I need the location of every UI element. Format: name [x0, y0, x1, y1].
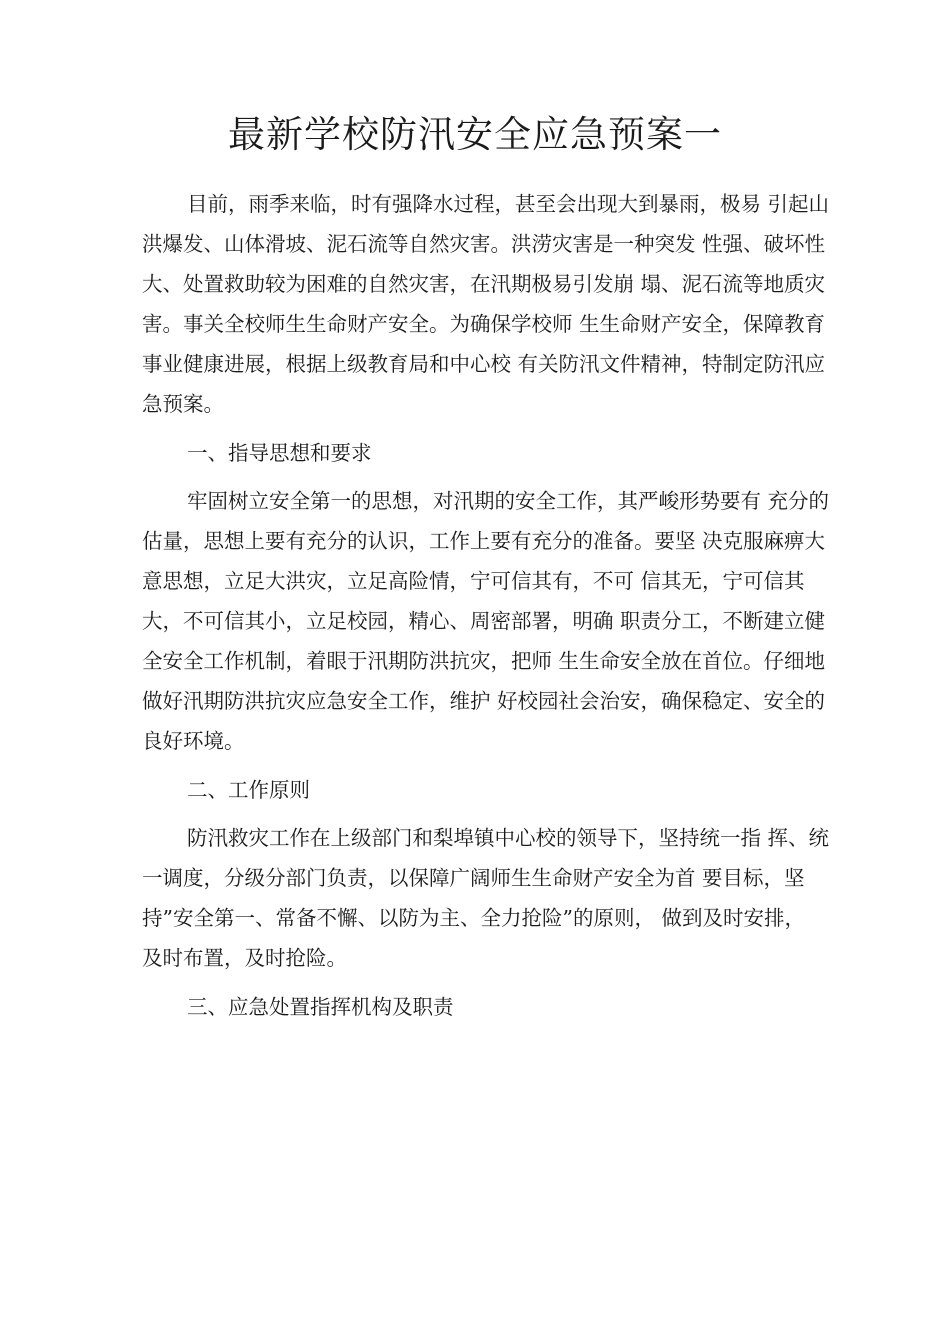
section-heading: 二、工作原则: [187, 777, 310, 802]
paragraph-guidance: [142, 481, 828, 770]
document-body: [142, 184, 828, 1035]
text-line: 全安全工作机制，着眼于汛期防洪抗灾，把师 生生命安全放在首位。仔细地: [142, 649, 826, 673]
text-line: 急预案。: [142, 392, 224, 416]
paragraph-principles: [142, 818, 828, 987]
text-line: 事业健康进展，根据上级教育局和中心校 有关防汛文件精神，特制定防汛应: [142, 352, 826, 376]
text-line: 洪爆发、山体滑坡、泥石流等自然灾害。洪涝灾害是一种突发 性强、破坏性: [142, 232, 826, 256]
text-line: 害。事关全校师生生命财产安全。为确保学校师 生生命财产安全，保障教育: [142, 312, 826, 336]
text-line: 一调度，分级分部门负责，以保障广阔师生生命财产安全为首 要目标，坚: [142, 866, 805, 890]
text-line: 持”安全第一、常备不懈、以防为主、全力抢险”的原则， 做到及时安排，: [142, 906, 805, 930]
text-line: 目前，雨季来临，时有强降水过程，甚至会出现大到暴雨，极易 引起山: [187, 192, 830, 216]
section-heading: 一、指导思想和要求: [187, 440, 372, 465]
text-line: 做好汛期防洪抗灾应急安全工作，维护 好校园社会治安，确保稳定、安全的: [142, 689, 826, 713]
document-title: 最新学校防汛安全应急预案一: [228, 113, 722, 156]
text-line: 意思想，立足大洪灾，立足高险情，宁可信其有，不可 信其无，宁可信其: [142, 569, 805, 593]
text-line: 大，不可信其小，立足校园，精心、周密部署，明确 职责分工，不断建立健: [142, 609, 826, 633]
text-line: 良好环境。: [142, 729, 245, 753]
text-line: 估量，思想上要有充分的认识，工作上要有充分的准备。要坚 决克服麻痹大: [142, 529, 826, 553]
section-heading: 三、应急处置指挥机构及职责: [187, 994, 454, 1019]
text-line: 大、处置救助较为困难的自然灾害，在汛期极易引发崩 塌、泥石流等地质灾: [142, 272, 826, 296]
text-line: 及时布置，及时抢险。: [142, 946, 347, 970]
text-line: 牢固树立安全第一的思想，对汛期的安全工作，其严峻形势要有 充分的: [187, 489, 830, 513]
text-line: 防汛救灾工作在上级部门和梨埠镇中心校的领导下，坚持统一指 挥、统: [187, 826, 830, 850]
paragraph-intro: [142, 184, 828, 433]
